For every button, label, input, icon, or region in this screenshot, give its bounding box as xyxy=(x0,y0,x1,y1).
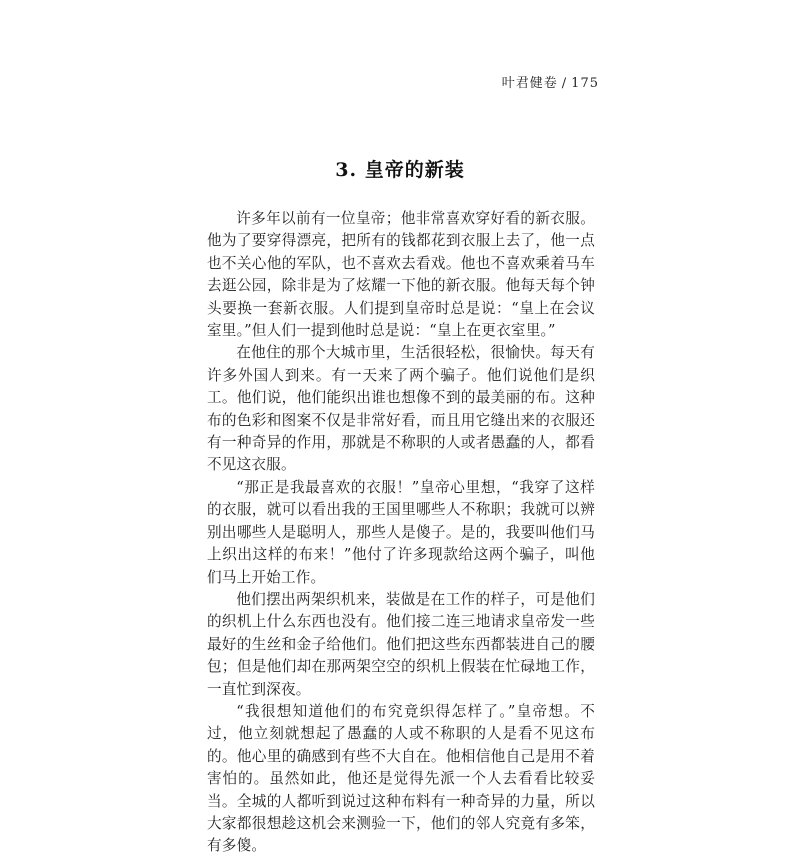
paragraph-3: “那正是我最喜欢的衣服！”皇帝心里想，“我穿了这样的衣服，就可以看出我的王国里哪些人不称职；我就可以辨别出哪些人是聪明人，那些人是傻子。是的，我要叫他们马上织出这样的布来！”他付了许多现款给这两个骗子，叫他们马上开始工作。 xyxy=(207,478,595,586)
page-number: 175 xyxy=(571,76,599,91)
paragraph-4: 他们摆出两架织机来，装做是在工作的样子，可是他们的织机上什么东西也没有。他们接二连三地请求皇帝发一些最好的生丝和金子给他们。他们把这些东西都装进自己的腰包；但是他们却在那两架空空的织机上假装在忙碌地工作，一直忙到深夜。 xyxy=(207,590,595,698)
paragraph-1: 许多年以前有一位皇帝；他非常喜欢穿好看的新衣服。他为了要穿得漂亮，把所有的钱都花到衣服上去了，他一点也不关心他的军队，也不喜欢去看戏。他也不喜欢乘着马车去逛公园，除非是为了炫耀一下他的新衣服。他每天每个钟头要换一套新衣服。人们提到皇帝时总是说：“皇上在会议室里。”但人们一提到他时总是说：“皇上在更衣室里。” xyxy=(207,210,595,340)
chapter-title: 3. 皇帝的新装 xyxy=(335,159,465,181)
running-header xyxy=(502,72,599,91)
header-separator: / xyxy=(561,76,568,91)
body-text xyxy=(207,208,595,858)
paragraph-2: 在他住的那个大城市里，生活很轻松，很愉快。每天有许多外国人到来。有一天来了两个骗子。他们说他们是织工。他们说，他们能织出谁也想像不到的最美丽的布。这种布的色彩和图案不仅是非常好看，而且用它缝出来的衣服还有一种奇异的作用，那就是不称职的人或者愚蠢的人，都看不见这衣服。 xyxy=(207,344,595,474)
book-title: 叶君健卷 xyxy=(501,76,558,91)
paragraph-5: “我很想知道他们的布究竟织得怎样了。”皇帝想。不过，他立刻就想起了愚蠢的人或不称职的人是看不见这布的。他心里的确感到有些不大自在。他相信他自己是用不着害怕的。虽然如此，他还是觉得先派一个人去看看比较妥当。全城的人都听到说过这种布料有一种奇异的力量，所以大家都很想趁这机会来测验一下，他们的邻人究竟有多笨，有多傻。 xyxy=(207,702,595,855)
